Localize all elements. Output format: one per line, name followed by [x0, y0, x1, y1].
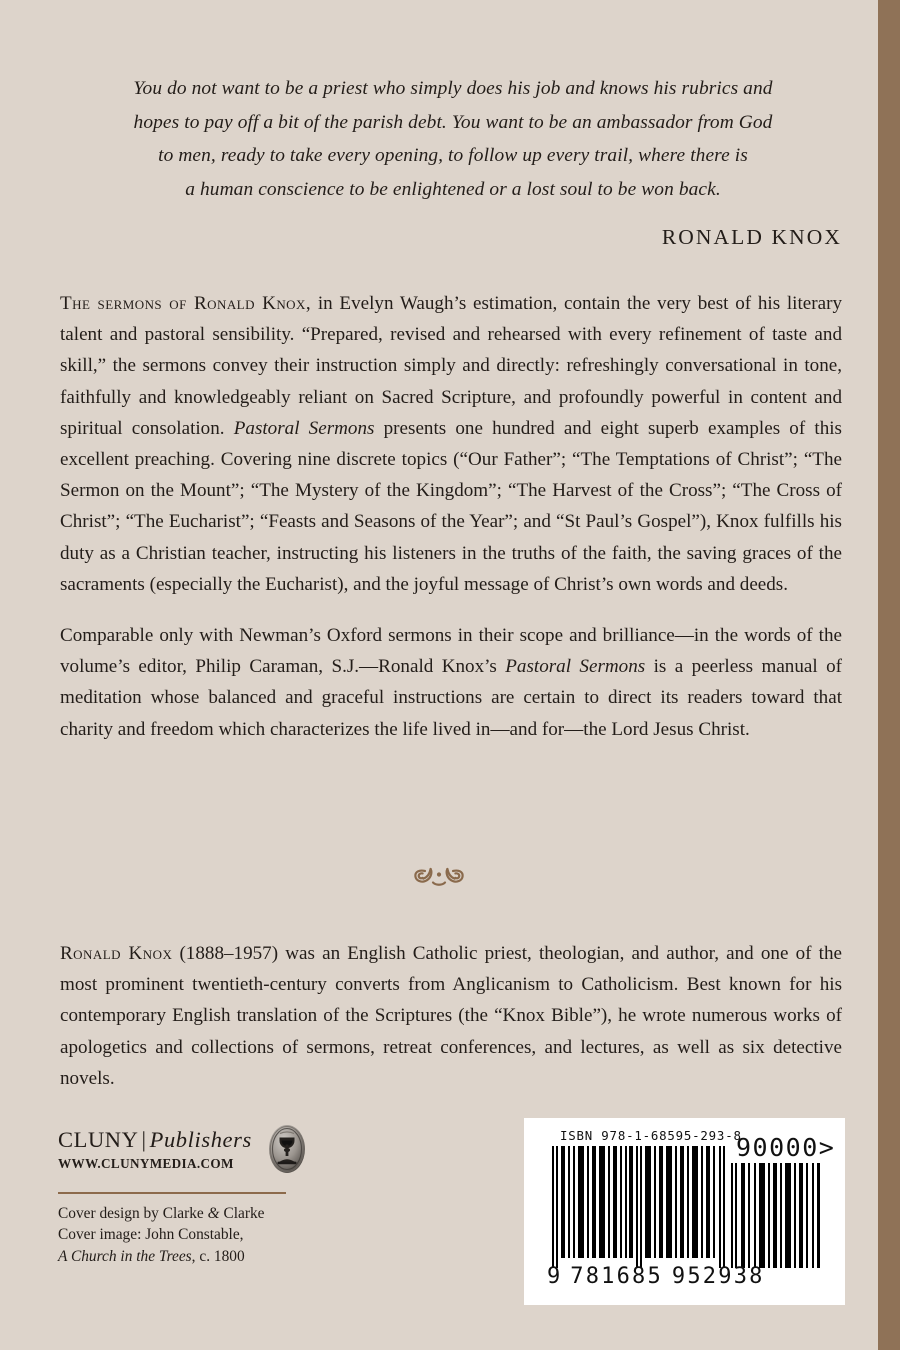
publisher-suffix: Publishers: [149, 1127, 252, 1152]
credit-line-design: [58, 1203, 358, 1224]
paragraph-2-book-title: Pastoral Sermons: [505, 656, 646, 678]
paragraph-1-text-a: in Evelyn Waugh’s estimation, contain the very best of his literary talent and pastoral sensibility. “Prepared, revised and rehearsed with every refinement of taste and skill,” the sermons convey their instruction simply and directly: refreshingly conversational in tone, faithfully and knowledgeably reliant on Sacred Scripture, and profoundly powerful in content and spiritual consolation.: [60, 293, 842, 439]
epigraph-attribution: RONALD KNOX: [661, 225, 842, 249]
description-paragraph-2: [60, 620, 842, 745]
ean5-addon-bars: [731, 1163, 821, 1273]
publisher-brand: CLUNY: [58, 1127, 139, 1152]
imprint-wordmark: [58, 1126, 254, 1172]
isbn-label: ISBN 978-1-68595-293-8: [560, 1128, 742, 1143]
epigraph-line-4: a human conscience to be enlightened or a lost soul to be won back.: [185, 178, 721, 200]
credit-design-text-b: Clarke: [219, 1205, 265, 1222]
artwork-date: , c. 1800: [191, 1247, 245, 1265]
epigraph-line-2: hopes to pay off a bit of the parish debt. You want to be an ambassador from God: [133, 111, 773, 133]
artwork-title: A Church in the Trees: [58, 1247, 192, 1265]
author-bio-name: Ronald Knox: [60, 943, 173, 964]
ean-check-left-digit: 9: [547, 1264, 561, 1289]
author-bio-paragraph: [60, 938, 842, 1094]
publisher-website[interactable]: WWW.CLUNYMEDIA.COM: [58, 1156, 234, 1171]
chalice-medallion-logo-icon: [268, 1124, 306, 1179]
paragraph-1-text-b: presents one hundred and eight superb examples of this excellent preaching. Covering nine discrete topics (“Our Father”; “The Temptations of Christ”; “The Sermon on the Mount”; “The Mystery of the Kingdom”; “The Harvest of the Cross”; “The Cross of Christ”; “The Eucharist”; “Feasts and Seasons of the Year”; and “St Paul’s Gospel”), Knox fulfills his duty as a Christian teacher, instructing his listeners in the truths of the faith, the saving graces of the sacraments (especially the Eucharist), and the joyful message of Christ’s own words and deeds.: [60, 417, 842, 595]
description-block: [60, 288, 842, 745]
description-paragraph-1: [60, 288, 842, 600]
paragraph-1-book-title: Pastoral Sermons: [233, 417, 375, 439]
epigraph-block: [62, 72, 844, 250]
fleuron-ornament-icon: [411, 879, 467, 896]
imprint-divider-rule: [58, 1192, 286, 1194]
spine-edge-strip: [878, 0, 900, 1350]
isbn-barcode-block: [524, 1118, 845, 1305]
price-addon-digits: 90000>: [736, 1133, 836, 1162]
imprint-block: [58, 1126, 358, 1267]
publisher-name: [58, 1126, 254, 1153]
ean13-human-readable-digits: [547, 1264, 765, 1289]
paragraph-1-lead-in: The sermons of Ronald Knox,: [60, 293, 312, 314]
credit-design-text-a: Cover design by Clarke: [58, 1205, 208, 1222]
imprint-logo-row: [58, 1126, 358, 1179]
ean-digit-group-right: 952938: [671, 1264, 765, 1289]
publisher-separator: |: [141, 1127, 147, 1152]
paragraph-2-text-a: Comparable only with Newman’s Oxford sermons in their scope and brilliance—in the words of the volume’s editor, Philip Caraman, S.J.—Ronald Knox’s: [60, 625, 842, 678]
ean13-barcode-bars: [552, 1146, 728, 1273]
cover-credits: [58, 1203, 358, 1267]
paragraph-2-text-b: is a peerless manual of meditation whose balanced and graceful instructions are certain to direct its readers toward that charity and freedom which characterizes the life lived in—and for—the Lord Jesus Christ.: [60, 656, 842, 740]
credit-line-image: Cover image: John Constable,: [58, 1226, 244, 1244]
credit-line-artwork: [58, 1246, 358, 1267]
epigraph-line-1: You do not want to be a priest who simply does his job and knows his rubrics and: [133, 78, 773, 99]
ean-digit-group-left: 781685: [570, 1264, 663, 1289]
epigraph-line-3: to men, ready to take every opening, to follow up every trail, where there is: [158, 145, 748, 166]
author-bio-block: [60, 938, 842, 1094]
author-bio-text: (1888–1957) was an English Catholic priest, theologian, and author, and one of the most prominent twentieth-century converts from Anglicanism to Catholicism. Best known for his contemporary English translation of the Scriptures (the “Knox Bible”), he wrote numerous works of apologetics and collections of sermons, retreat conferences, and lectures, as well as six detective novels.: [60, 943, 842, 1089]
section-divider: [0, 862, 878, 896]
credit-ampersand: &: [207, 1205, 220, 1222]
